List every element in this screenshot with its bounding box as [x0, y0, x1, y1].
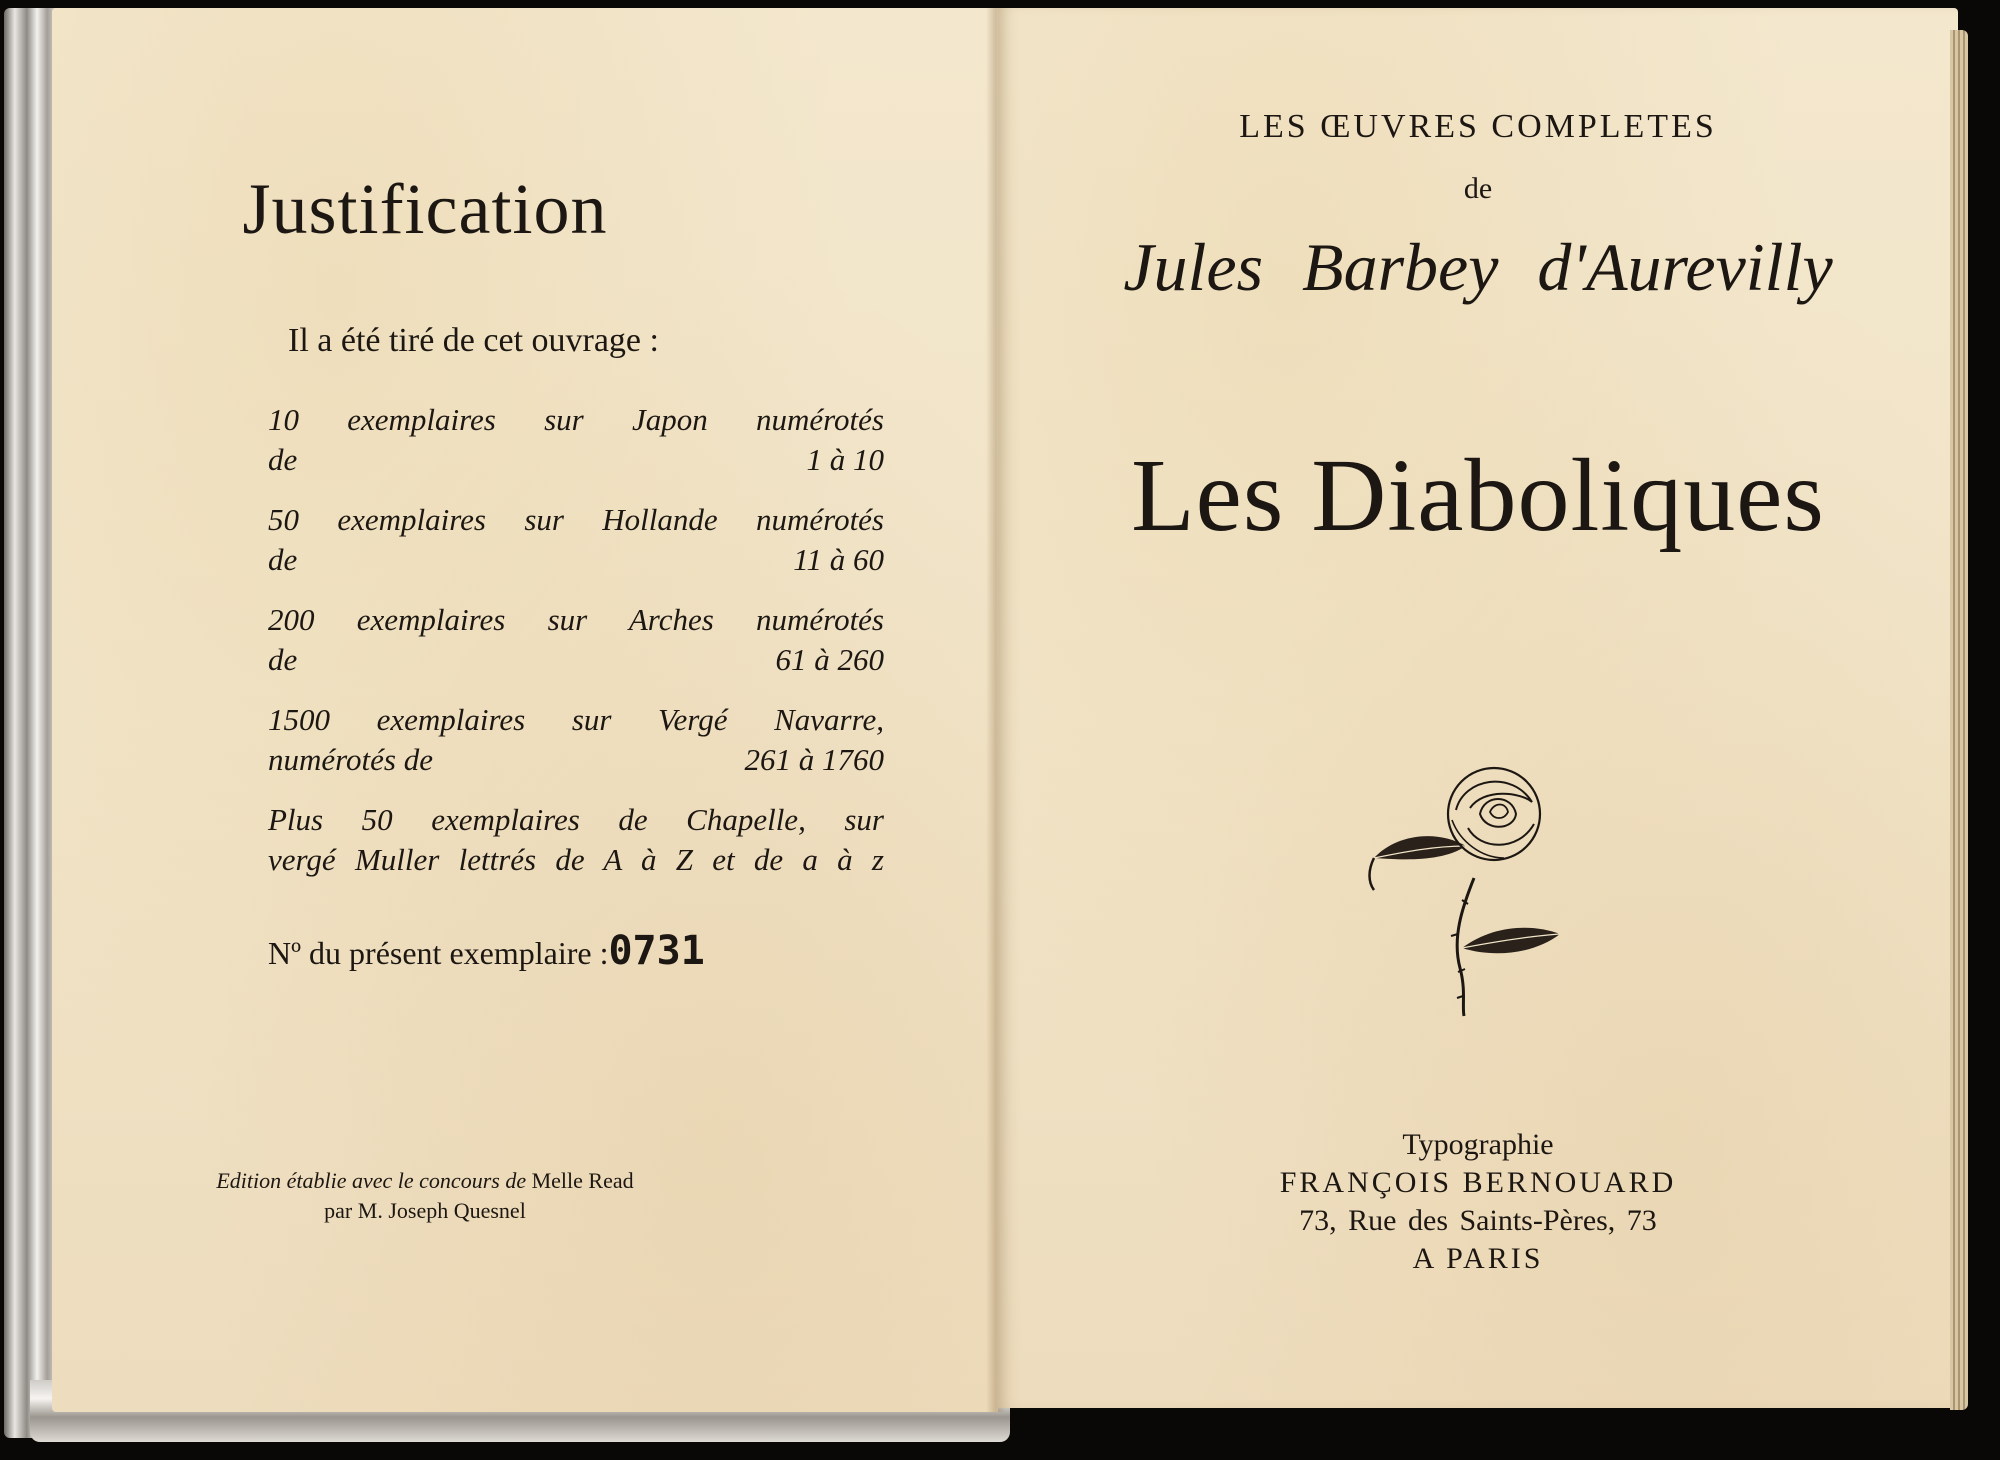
- left-page: [52, 8, 998, 1412]
- rose-illustration-icon: [1334, 758, 1574, 1018]
- edition-range: 61 à 260: [775, 642, 884, 677]
- edition-prefix: numérotés de: [268, 742, 434, 777]
- collection-title: LES ŒUVRES COMPLETES: [1239, 108, 1717, 145]
- author-name: Jules Barbey d'Aurevilly: [1123, 229, 1833, 305]
- edition-description: 50 exemplaires sur Hollande numérotés: [268, 502, 884, 537]
- imprint-address: 73, Rue des Saints-Pères, 73: [1299, 1204, 1657, 1237]
- credit-name: Melle Read: [531, 1168, 634, 1193]
- edition-prefix: de: [268, 442, 298, 477]
- editions-list: [268, 400, 884, 900]
- edition-entry-chapelle: [268, 800, 884, 880]
- edition-description: 1500 exemplaires sur Vergé Navarre,: [268, 702, 884, 737]
- credit-italic: Edition établie avec le concours de: [216, 1168, 527, 1193]
- page-edges: [1950, 30, 1968, 1410]
- justification-title: Justification: [242, 169, 608, 249]
- edition-entry-hollande: [268, 500, 884, 580]
- right-page: [998, 8, 1958, 1408]
- copy-number-stamp: 0731: [608, 928, 705, 974]
- edition-entry-arches: [268, 600, 884, 680]
- imprint-typographie: Typographie: [1402, 1128, 1554, 1161]
- credit-line-2: par M. Joseph Quesnel: [324, 1198, 526, 1223]
- imprint: [998, 1126, 1958, 1278]
- book-title: Les Diaboliques: [1131, 438, 1825, 553]
- edition-description: 10 exemplaires sur Japon numérotés: [268, 402, 884, 437]
- imprint-publisher: FRANÇOIS BERNOUARD: [1279, 1166, 1677, 1199]
- edition-entry-japon: [268, 400, 884, 480]
- edition-extra-line-2: vergé Muller lettrés de A à Z et de a à z: [268, 842, 884, 877]
- edition-range: 261 à 1760: [744, 742, 884, 777]
- edition-range: 11 à 60: [793, 542, 884, 577]
- edition-prefix: de: [268, 542, 298, 577]
- edition-prefix: de: [268, 642, 298, 677]
- collection-de: de: [1463, 172, 1493, 205]
- copy-number-line: [268, 928, 705, 974]
- copy-number-label: Nº du présent exemplaire :: [268, 935, 609, 971]
- edition-range: 1 à 10: [806, 442, 884, 477]
- edition-entry-navarre: [268, 700, 884, 780]
- edition-extra-line-1: Plus 50 exemplaires de Chapelle, sur: [268, 802, 884, 837]
- edition-credits: [0, 1166, 898, 1226]
- edition-description: 200 exemplaires sur Arches numérotés: [268, 602, 884, 637]
- imprint-city: A PARIS: [1412, 1242, 1544, 1275]
- justification-intro: Il a été tiré de cet ouvrage :: [288, 322, 659, 359]
